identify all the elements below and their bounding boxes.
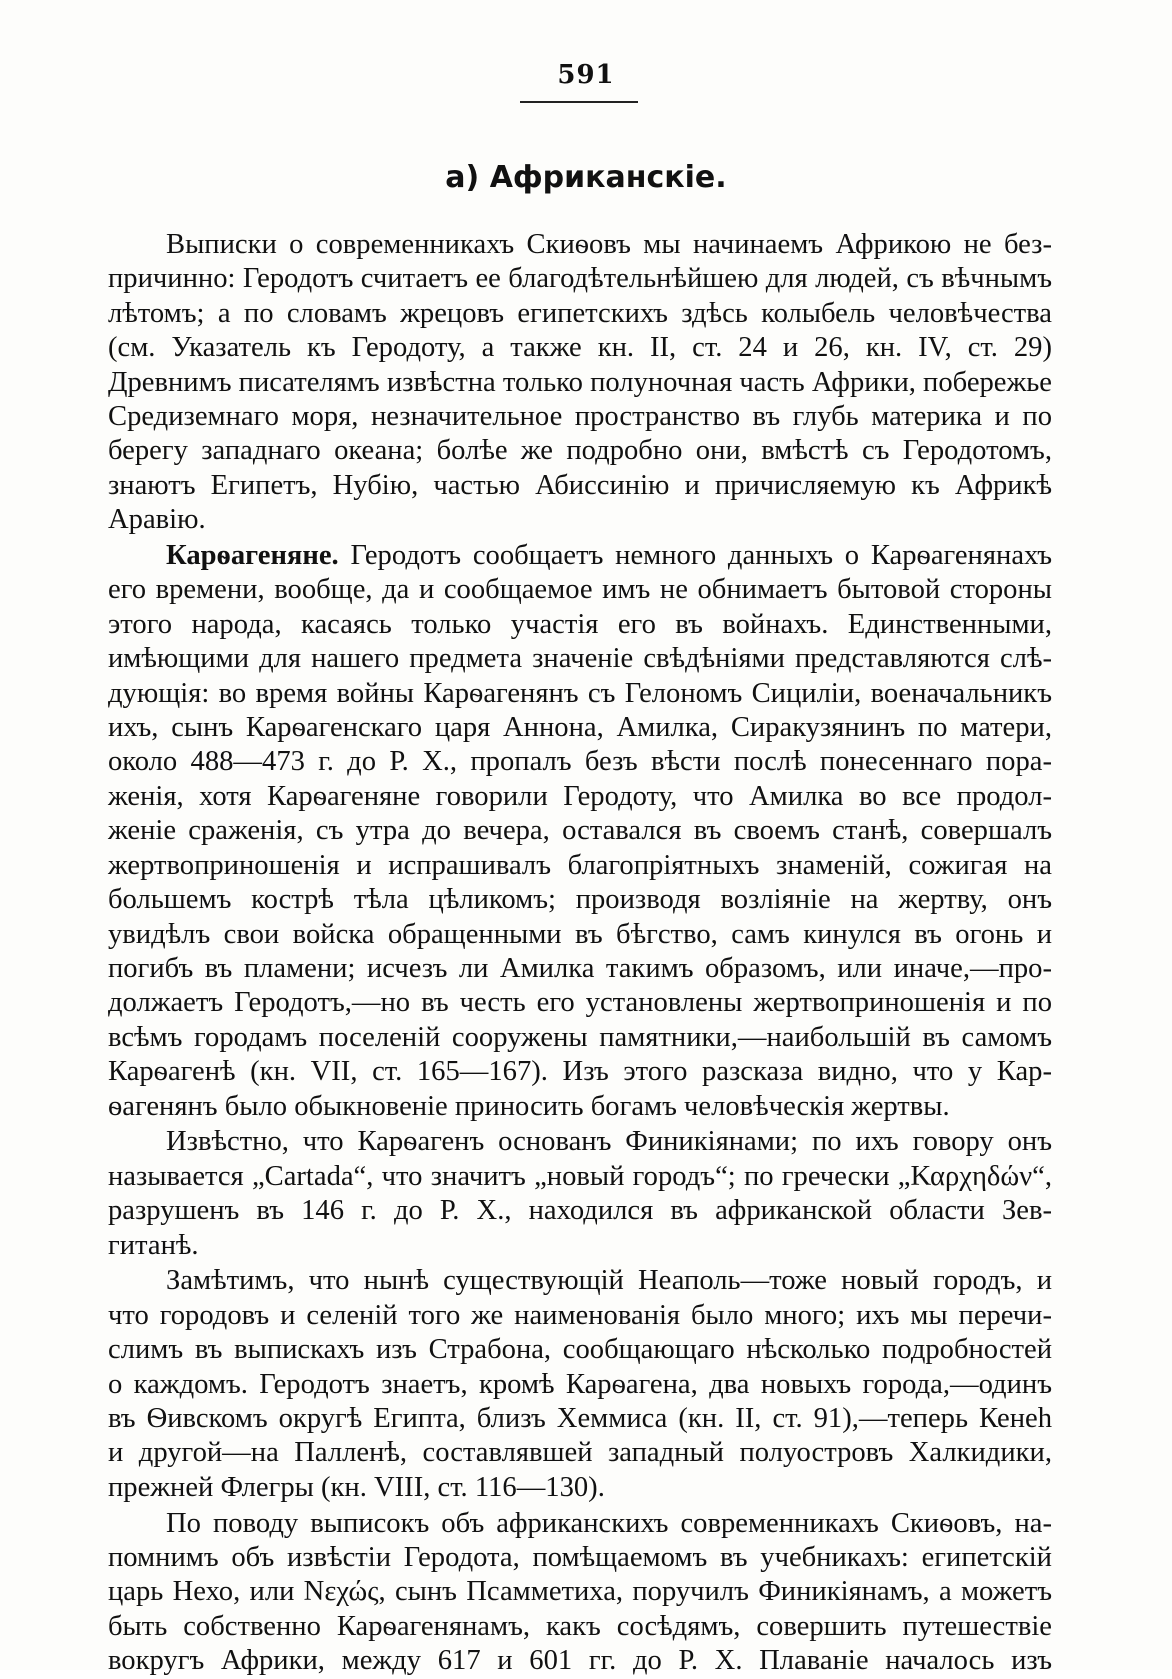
text-line: По поводу выписокъ объ африканскихъ современникахъ Скиѳовъ, на- <box>166 1507 1052 1539</box>
text-line: Древнимъ писателямъ извѣстна только полуночная часть Африки, побережье <box>108 366 1052 398</box>
text-line: женіе сраженія, съ утра до вечера, оставался въ своемъ станѣ, совершалъ <box>108 815 1052 847</box>
text-line: Выписки о современникахъ Скиѳовъ мы начинаемъ Африкою не без- <box>166 229 1052 260</box>
paragraph-3 <box>108 1125 1052 1263</box>
text-line: что городовъ и селеній того же наименованія было много; ихъ мы перечи- <box>108 1299 1052 1331</box>
paragraph-4 <box>108 1264 1052 1505</box>
text-line: помнимъ объ извѣстіи Геродота, помѣщаемомъ въ учебникахъ: египетскій <box>108 1542 1052 1573</box>
text-line: быть собственно Карѳагенянамъ, какъ сосѣдямъ, совершить путешествіе <box>108 1610 1052 1642</box>
text-line: Карѳагенѣ (кн. VII, ст. 165—167). Изъ этого разсказа видно, что у Кар- <box>108 1056 1052 1088</box>
text-line: ихъ, сынъ Карѳагенскаго царя Аннона, Амилка, Сиракузянинъ по матери, <box>108 712 1052 744</box>
text-line: должаетъ Геродотъ,—но въ честь его установлены жертвоприношенія и по <box>108 987 1052 1019</box>
text-line: около 488—473 г. до Р. Х., пропалъ безъ вѣсти послѣ понесеннаго пора- <box>108 746 1052 778</box>
text-line: всѣмъ городамъ поселеній сооружены памятники,—наибольшій въ самомъ <box>108 1021 1052 1053</box>
section-heading: а) Африканскіе. <box>445 160 727 195</box>
paragraph-2 <box>108 539 1052 1124</box>
text-line: Извѣстно, что Карѳагенъ основанъ Финикіянами; по ихъ говору онъ <box>166 1126 1052 1158</box>
text-line: слимъ въ выпискахъ изъ Страбона, сообщающаго нѣсколько подробностей <box>108 1334 1052 1366</box>
text-line: гитанѣ. <box>108 1229 199 1261</box>
text-line: вокругъ Африки, между 617 и 601 гг. до Р. Х. Плаваніе началось изъ <box>108 1645 1052 1677</box>
text-line: жертвоприношенія и испрашивалъ благопріятныхъ знаменій, сожигая на <box>108 849 1052 881</box>
text-line: Средиземнаго моря, незначительное пространство въ глубь материка и по <box>108 401 1052 433</box>
text-line: ѳагенянъ было обыкновеніе приносить богамъ человѣческія жертвы. <box>108 1090 950 1122</box>
text-line: Аравію. <box>108 504 206 536</box>
page-number-rule <box>520 101 638 103</box>
text-line: знаютъ Египетъ, Нубію, частью Абиссинію и причисляемую къ Африкѣ <box>108 469 1052 501</box>
text-line: увидѣлъ свои войска обращенными въ бѣгство, самъ кинулся въ огонь и <box>108 918 1052 950</box>
text-line: его времени, вообще, да и сообщаемое имъ не обнимаетъ бытовой стороны <box>108 574 1052 606</box>
text-line: разрушенъ въ 146 г. до Р. Х., находился въ африканской области Зев- <box>108 1195 1052 1227</box>
paragraph-lead-term: Карѳагеняне. <box>166 540 339 572</box>
text-line: и другой—на Палленѣ, составлявшей западный полуостровъ Халкидики, <box>108 1437 1052 1469</box>
paragraph-5 <box>108 1507 1052 1679</box>
text-line: этого народа, касаясь только участія его въ войнахъ. Единственными, <box>108 608 1052 640</box>
text-line: погибъ въ пламени; исчезъ ли Амилка такимъ образомъ, или иначе,—про- <box>108 952 1052 984</box>
text-line: (см. Указатель къ Геродоту, а также кн. II, ст. 24 и 26, кн. IV, ст. 29) <box>108 332 1052 364</box>
text-line: называется „Cartada“, что значитъ „новый городъ“; по гречески „Καρχηδών“, <box>108 1160 1052 1192</box>
text-line: Замѣтимъ, что нынѣ существующій Неаполь—тоже новый городъ, и <box>166 1265 1052 1297</box>
text-line: женія, хотя Карѳагеняне говорили Геродоту, что Амилка во все продол- <box>108 780 1052 812</box>
text-line: имѣющими для нашего предмета значеніе свѣдѣніями представляются слѣ- <box>108 643 1052 675</box>
text-line: лѣтомъ; а по словамъ жрецовъ египетскихъ здѣсь колыбель человѣчества <box>108 297 1052 329</box>
text-line: о каждомъ. Геродотъ знаетъ, кромѣ Карѳагена, два новыхъ города,—одинъ <box>108 1368 1052 1400</box>
text-line: въ Ѳивскомъ округѣ Египта, близъ Хеммиса (кн. II, ст. 91),—теперь Кенеh <box>108 1402 1052 1434</box>
text-line-continuation: Геродотъ сообщаетъ немного данныхъ о Карѳагенянахъ <box>338 540 1052 572</box>
body-text <box>108 228 1052 1679</box>
paragraph-1 <box>108 228 1052 538</box>
text-line <box>108 539 1052 573</box>
text-line: берегу западнаго океана; болѣе же подробно они, вмѣстѣ съ Геродотомъ, <box>108 435 1052 467</box>
page-number: 591 <box>557 60 615 90</box>
text-line: дующія: во время войны Карѳагенянъ съ Гелономъ Сициліи, военачальникъ <box>108 677 1052 709</box>
text-line: причинно: Геродотъ считаетъ ее благодѣтельнѣйшею для людей, съ вѣчнымъ <box>108 263 1052 295</box>
text-line: прежней Флегры (кн. VIII, ст. 116—130). <box>108 1471 605 1503</box>
text-line: царь Нехо, или Νεχώς, сынъ Псамметиха, поручилъ Финикіянамъ, а можетъ <box>108 1576 1052 1608</box>
text-line: большемъ кострѣ тѣла цѣликомъ; производя возліяніе на жертву, онъ <box>108 884 1052 916</box>
